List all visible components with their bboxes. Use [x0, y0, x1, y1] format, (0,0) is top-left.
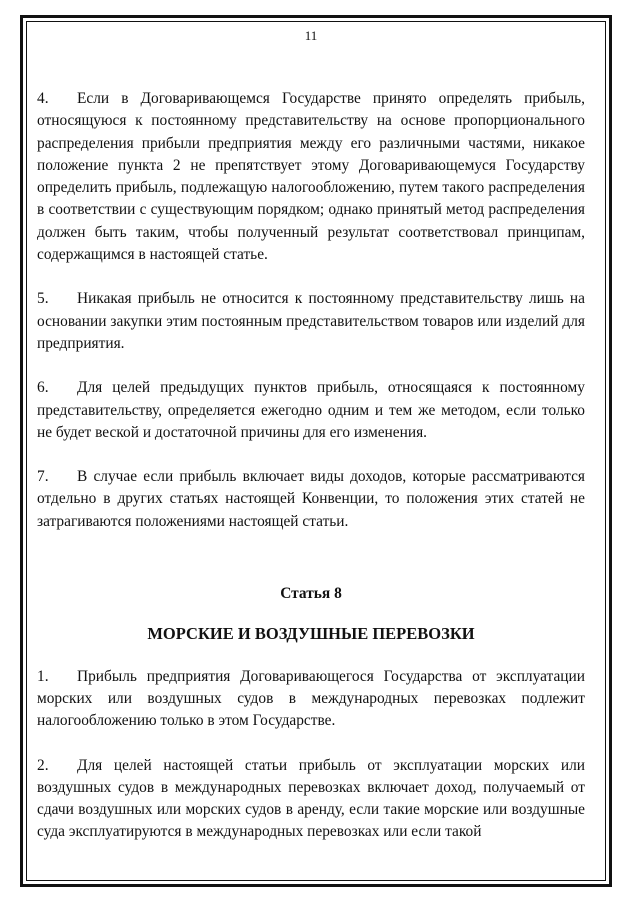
- paragraph-number: 5.: [37, 290, 49, 308]
- paragraph-text: Для целей настоящей статьи прибыль от эксплуатации морских или воздушных судов в международных перевозках включает доход, получаемый от сдачи воздушных или морских судов в аренду, если такие морские или воздушные суда эксплуатируются в международных перевозках или если такой: [37, 756, 585, 841]
- article-paragraph-1: [37, 666, 585, 733]
- paragraph-number: 4.: [37, 90, 49, 107]
- paragraph-number: 6.: [37, 379, 49, 397]
- article-heading: МОРСКИЕ И ВОЗДУШНЫЕ ПЕРЕВОЗКИ: [147, 624, 475, 644]
- paragraph-text: Если в Договаривающемся Государстве принято определять прибыль, относящуюся к постоянному представительству на основе пропорционального распределения прибыли предприятия между его различными частями, никакое положение пункта 2 не препятствует этому Договаривающемуся Государству определить прибыль, подлежащую налогообложению, путем такого распределения в соответствии с существующим порядком; однако принятый метод распределения должен быть таким, чтобы полученный результат соответствовал принципам, содержащимся в настоящей статье.: [37, 90, 585, 264]
- paragraph-number: 2.: [37, 756, 49, 774]
- article-paragraph-2: [37, 755, 585, 844]
- paragraph-6: [37, 377, 585, 444]
- paragraph-number: 1.: [37, 667, 49, 685]
- paragraph-5: [37, 288, 585, 355]
- paragraph-number: 7.: [37, 468, 49, 486]
- paragraph-text: В случае если прибыль включает виды доходов, которые рассматриваются отдельно в других статьях настоящей Конвенции, то положения этих статей не затрагиваются положениями настоящей статьи.: [37, 468, 585, 530]
- paragraph-4: [37, 88, 585, 266]
- document-page: [37, 28, 585, 866]
- paragraph-text: Прибыль предприятия Договаривающегося Государства от эксплуатации морских или воздушных судов в международных перевозках подлежит налогообложению только в этом Государстве.: [37, 667, 585, 730]
- page-number: 11: [304, 28, 318, 43]
- article-title: Статья 8: [280, 585, 342, 603]
- paragraph-7: [37, 466, 585, 533]
- paragraph-text: Никакая прибыль не относится к постоянному представительству лишь на основании закупки этим постоянным представительством товаров или изделий для предприятия.: [37, 290, 585, 352]
- paragraph-text: Для целей предыдущих пунктов прибыль, относящаяся к постоянному представительству, определяется ежегодно одним и тем же методом, если только не будет веской и достаточной причины для его изменения.: [37, 379, 585, 441]
